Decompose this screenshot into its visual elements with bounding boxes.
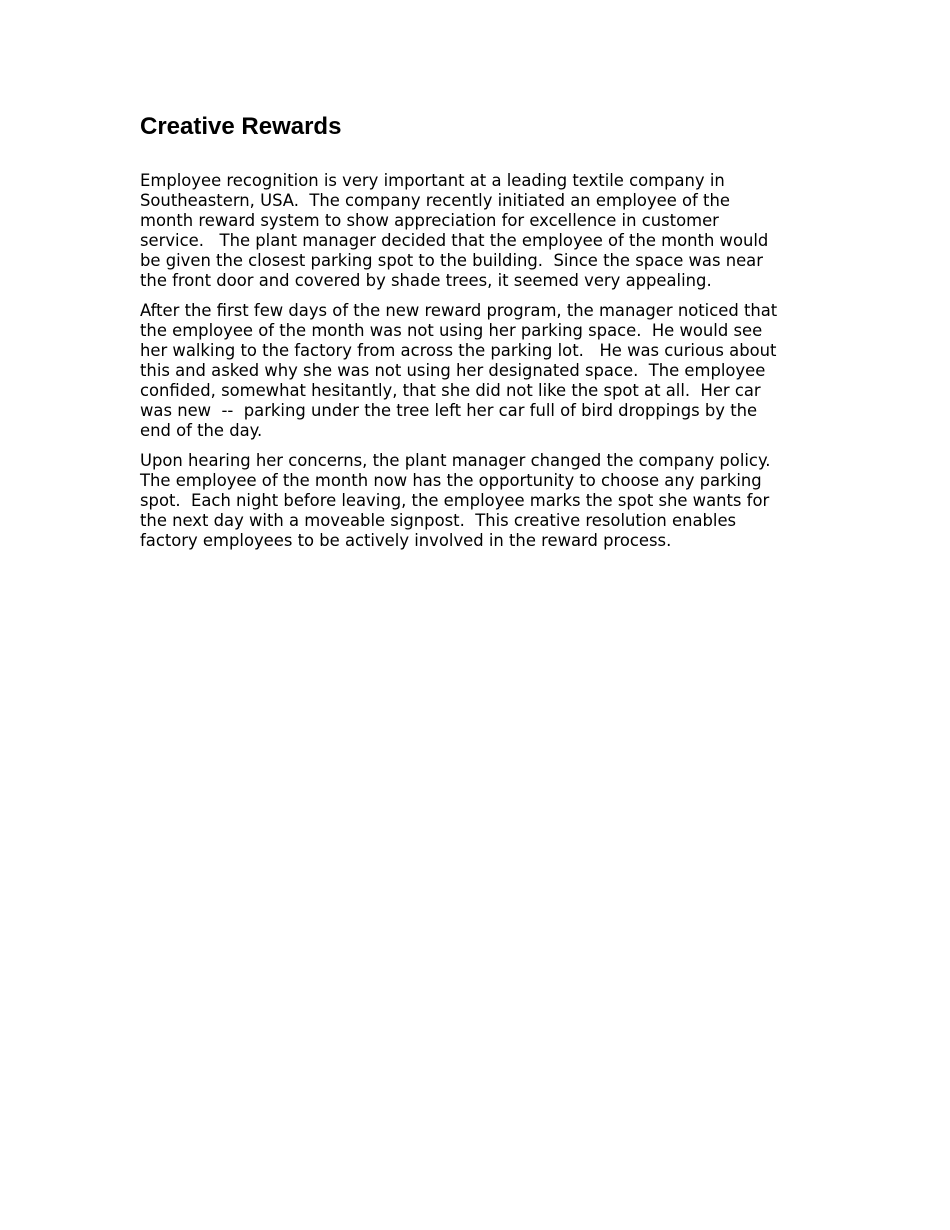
text-line: factory employees to be actively involved in the reward process. [140,531,672,550]
text-line: Upon hearing her concerns, the plant manager changed the company policy. [140,451,771,470]
text-line: month reward system to show appreciation for excellence in customer [140,211,719,230]
paragraph-3 [140,451,771,551]
text-line: service. The plant manager decided that the employee of the month would [140,231,769,250]
text-line: the next day with a moveable signpost. This creative resolution enables [140,511,737,530]
text-line: the employee of the month was not using her parking space. He would see [140,321,763,340]
text-line: confided, somewhat hesitantly, that she did not like the spot at all. Her car [140,381,761,400]
paragraph-2 [140,301,777,441]
text-line: Southeastern, USA. The company recently initiated an employee of the [140,191,730,210]
text-line: Employee recognition is very important at a leading textile company in [140,171,725,190]
text-line: be given the closest parking spot to the building. Since the space was near [140,251,763,270]
text-line: was new -- parking under the tree left her car full of bird droppings by the [140,401,758,420]
text-line: After the first few days of the new reward program, the manager noticed that [140,301,778,320]
text-line: spot. Each night before leaving, the employee marks the spot she wants for [140,491,770,510]
text-line: this and asked why she was not using her designated space. The employee [140,361,766,380]
text-line: end of the day. [140,421,263,440]
document-title: Creative Rewards [140,113,342,140]
text-line: the front door and covered by shade trees, it seemed very appealing. [140,271,712,290]
text-line: her walking to the factory from across the parking lot. He was curious about [140,341,777,360]
text-line: The employee of the month now has the opportunity to choose any parking [140,471,762,490]
paragraph-1 [140,171,768,291]
